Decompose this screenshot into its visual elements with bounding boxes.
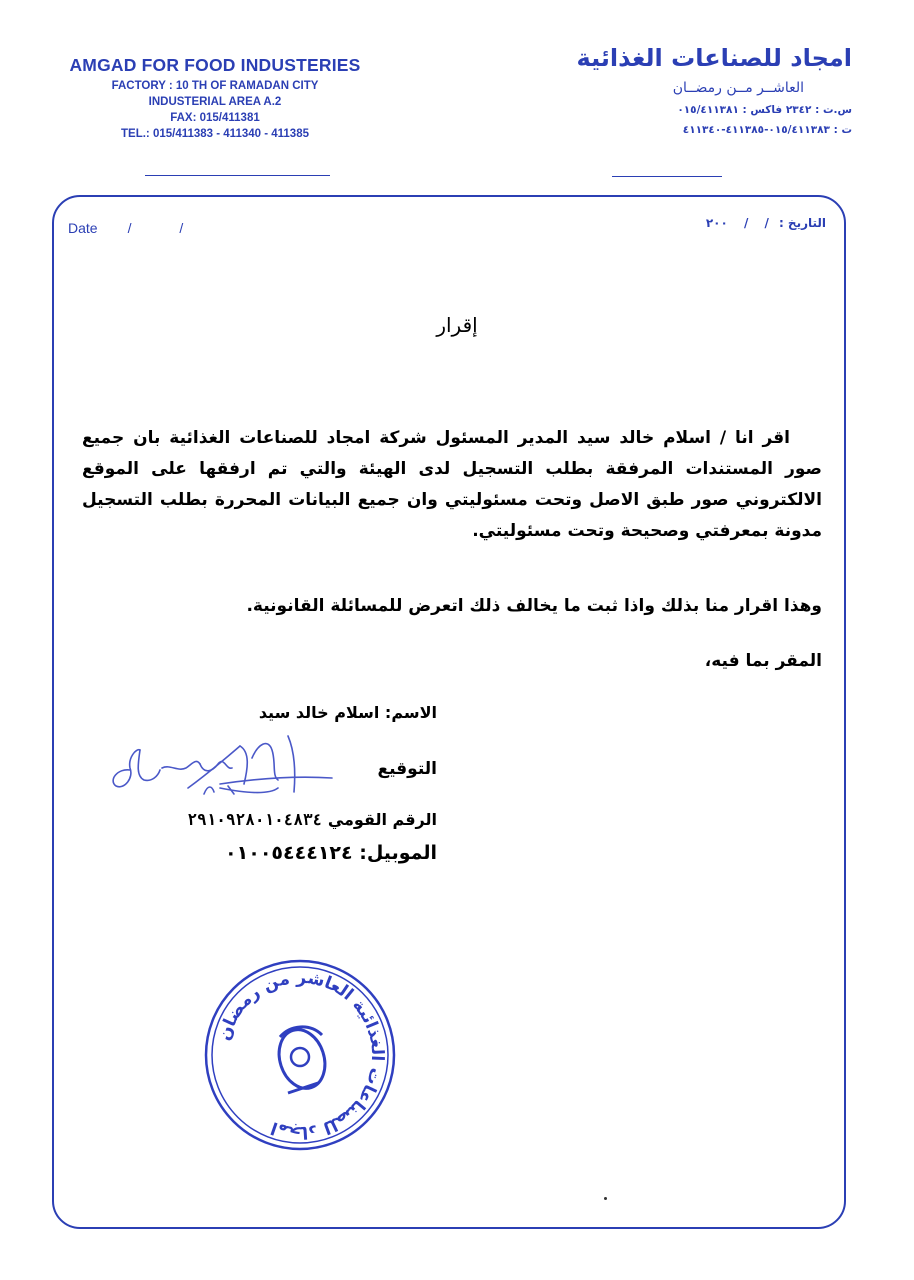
industrial-area: INDUSTERIAL AREA A.2 [148, 96, 282, 108]
fax-number-en: FAX: 015/411381 [170, 112, 260, 124]
letterhead-underline-ar [612, 176, 722, 177]
letterhead-english [20, 55, 410, 140]
letterhead-underline-en [145, 175, 330, 176]
page-frame [52, 195, 846, 1229]
mobile-value: ٠١٠٠٥٤٤٤١٢٤ [225, 842, 353, 864]
stamp-lettering: امجاد للصناعات الغذائية العاشر من رمضان [214, 967, 388, 1143]
date-value-ar: / / ٢٠٠ [705, 216, 769, 230]
company-name-ar: امجاد للصناعات الغذائية [576, 44, 852, 72]
handwritten-signature [100, 728, 340, 828]
telephone-en: TEL.: 015/411383 - 411340 - 411385 [121, 128, 309, 140]
mobile-label: الموبيل: [359, 842, 437, 864]
document-title: إقرار [436, 313, 478, 337]
company-stamp [200, 955, 400, 1155]
signature-line [378, 759, 438, 779]
date-slashes-en: / / [127, 220, 206, 236]
date-label-en: Date [68, 220, 98, 236]
date-label-ar: التاريخ : [778, 216, 826, 230]
city-ar: العاشــر مــن رمضــان [672, 80, 804, 96]
national-id-label: الرقم القومي [327, 810, 437, 829]
date-field-ar [706, 216, 826, 230]
factory-address: FACTORY : 10 TH OF RAMADAN CITY [111, 80, 319, 92]
name-value: اسلام خالد سيد [258, 703, 380, 722]
liability-paragraph: وهذا اقرار منا بذلك واذا ثبت ما يخالف ذلك اتعرض للمسائلة القانونية. [246, 596, 822, 616]
date-field-en [68, 220, 205, 236]
speck-mark [604, 1197, 607, 1200]
registration-fax-ar: س.ت : ٢٣٤٢ فاكس : ٠١٥/٤١١٣٨١ [677, 104, 852, 116]
national-id-value: ٢٩١٠٩٢٨٠١٠٤٨٣٤ [187, 810, 323, 829]
mobile-line [225, 842, 437, 864]
declaration-paragraph: اقر انا / اسلام خالد سيد المدير المسئول شركة امجاد للصناعات الغذائية بان جميع صور المستندات المرفقة بطلب التسجيل لدى الهيئة والتي تم ارفقها على الموقع الالكتروني صور طبق الاصل وتحت مسئوليتي وان جميع البيانات المحررة بطلب التسجيل مدونة بمعرفتي وصحيحة وتحت مسئوليتي. [82, 428, 822, 541]
telephone-ar: ت : ٠١٥/٤١١٣٨٣-٤١١٣٨٥-٤١١٣٤٠ [682, 124, 852, 136]
company-name-en: AMGAD FOR FOOD INDUSTERIES [69, 55, 361, 75]
signature-label: التوقيع [377, 759, 437, 779]
name-label: الاسم: [384, 703, 437, 722]
letterhead-arabic [522, 44, 852, 136]
closing-line: المقر بما فيه، [704, 651, 822, 671]
name-line [259, 703, 437, 722]
